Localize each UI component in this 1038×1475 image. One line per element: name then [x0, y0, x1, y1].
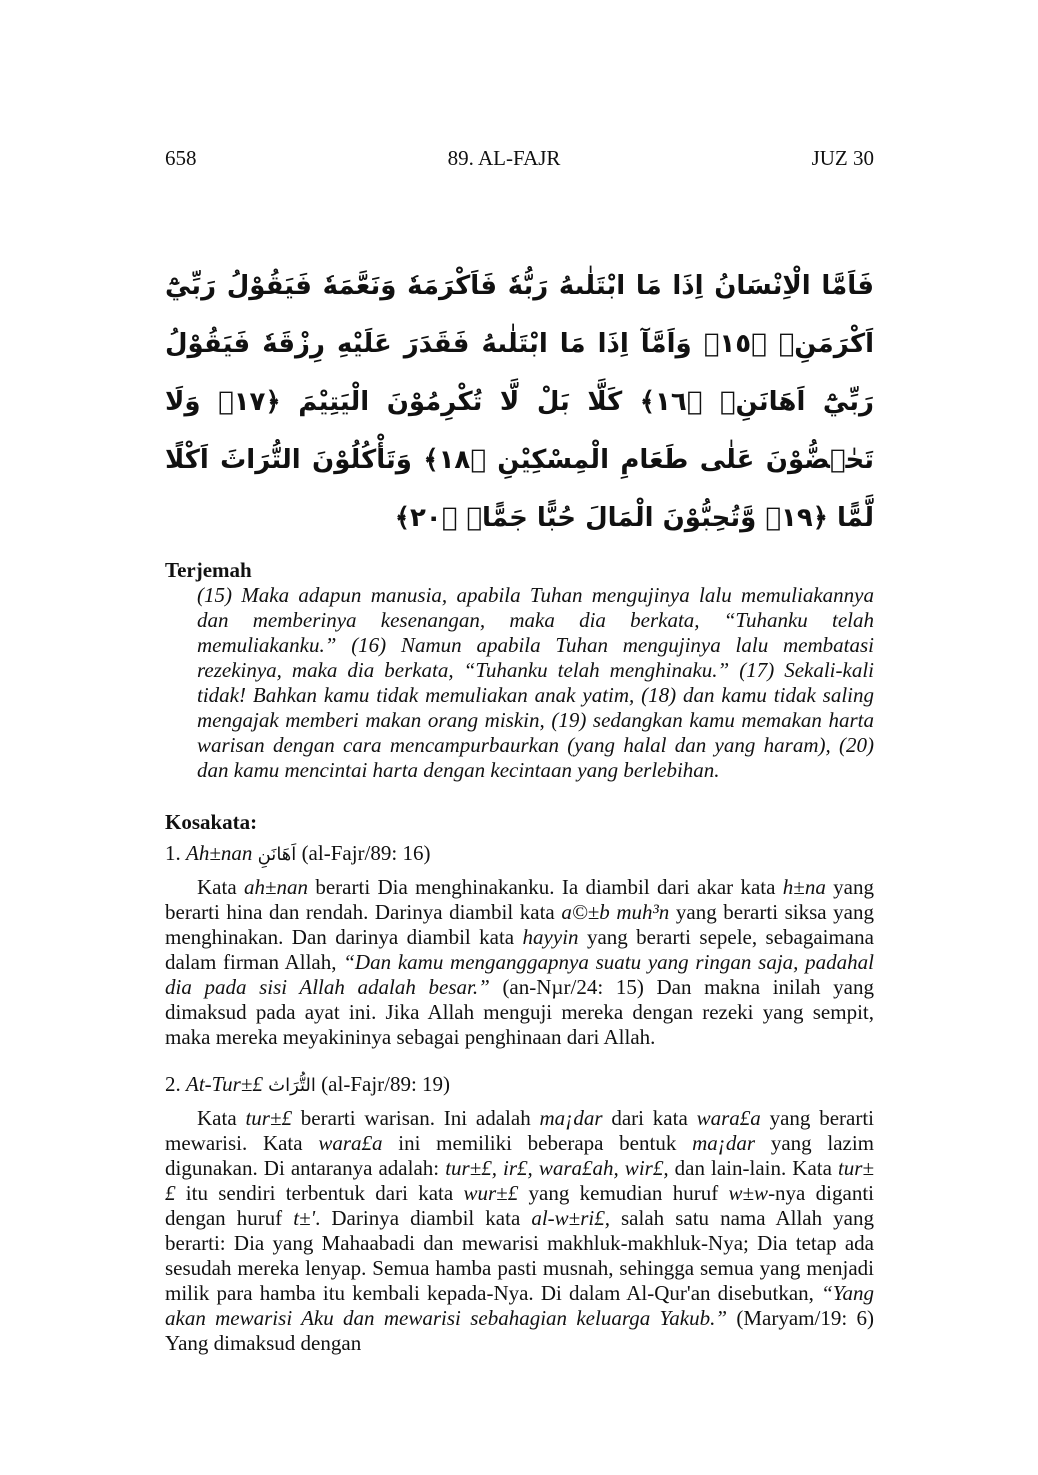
text-segment: . Darinya diambil kata — [315, 1206, 532, 1230]
text-segment: salah satu nama Allah yang berarti: Dia yang Mahaabadi dan mewarisi makhluk-makhluk-Nya; Dia tetap ada sesudah mereka lenyap. Semua hamba pasti musnah, sehingga semua yang menjadi milik para hamba itu kembali kepada-Nya. Di dalam Al-Qur'an disebutkan, — [165, 1206, 874, 1305]
kosakata-heading: Kosakata: — [165, 810, 258, 834]
italic-term: wur±£ — [463, 1181, 519, 1205]
text-segment: yang berarti hina dan rendah. Darinya diambil kata — [165, 875, 874, 924]
juz-label: JUZ 30 — [811, 146, 874, 170]
text-segment: Kata — [197, 875, 244, 899]
text-segment: -nya diganti dengan huruf — [165, 1181, 874, 1230]
italic-term: “Dan kamu menganggapnya suatu yang ringan saja, padahal dia pada sisi Allah adalah besar.” — [165, 950, 874, 999]
text-segment: dari kata — [602, 1106, 697, 1130]
vocabulary-entry — [165, 841, 874, 1050]
text-segment: dan lain-lain. Kata — [668, 1156, 838, 1180]
italic-term: ma¡dar — [692, 1131, 756, 1155]
italic-term: ah±nan — [243, 875, 309, 899]
verse-reference: (al-Fajr/89: 16) — [301, 841, 431, 865]
vocabulary-term-line — [165, 841, 874, 867]
term-arabic: التُّرَاث — [268, 1075, 316, 1096]
vocabulary-list — [165, 841, 874, 1356]
text-segment: (Maryam/19: 6) Yang dimaksud dengan — [165, 1306, 875, 1355]
entry-number: 1. — [165, 841, 181, 865]
italic-term: a©±b muh³n — [561, 900, 670, 924]
italic-term: t±' — [293, 1206, 316, 1230]
main-text — [165, 557, 874, 1356]
text-segment: ini memiliki beberapa bentuk — [382, 1131, 693, 1155]
page-number: 658 — [165, 146, 197, 170]
term-transliteration: At-Tur±£ — [186, 1072, 263, 1096]
term-transliteration: Ah±nan — [186, 841, 253, 865]
vocabulary-entry — [165, 1072, 874, 1356]
vocabulary-term-line — [165, 1072, 874, 1098]
running-header — [165, 146, 874, 171]
italic-term: wara£a — [318, 1131, 383, 1155]
italic-term: tur±£ — [245, 1106, 292, 1130]
text-segment: yang kemudian huruf — [518, 1181, 729, 1205]
italic-term: ma¡dar — [539, 1106, 603, 1130]
text-segment: berarti warisan. Ini adalah — [292, 1106, 540, 1130]
entry-explanation — [165, 875, 874, 1050]
translation-text: (15) Maka adapun manusia, apabila Tuhan mengujinya lalu memuliakannya dan memberinya kesenangan, maka dia berkata, “Tuhanku telah memuliakanku.” (16) Namun apabila Tuhan mengujinya lalu membatasi rezekinya, maka dia berkata, “Tuhanku telah menghinaku.” (17) Sekali-kali tidak! Bahkan kamu tidak memuliakan anak yatim, (18) dan kamu tidak saling mengajak memberi makan orang miskin, (19) sedangkan kamu memakan harta warisan dengan cara mencampurbaurkan (yang halal dan yang haram), (20) dan kamu mencintai harta dengan kecintaan yang berlebihan. — [197, 583, 874, 782]
italic-term: h±na — [782, 875, 826, 899]
text-segment: yang berarti siksa yang menghinakan. Dan darinya diambil kata — [165, 900, 874, 949]
italic-term: al-w±ri£, — [531, 1206, 610, 1230]
text-segment: Kata — [197, 1106, 246, 1130]
italic-term: wara£a — [696, 1106, 761, 1130]
text-segment: yang berarti mewarisi. Kata — [165, 1106, 874, 1155]
italic-term: hayyin — [522, 925, 579, 949]
verse-reference: (al-Fajr/89: 19) — [321, 1072, 451, 1096]
italic-term: tur±£ — [165, 1156, 875, 1205]
text-segment: yang lazim digunakan. Di antaranya adalah: — [165, 1131, 875, 1180]
italic-term: tur±£, ir£, wara£ah, wir£, — [445, 1156, 669, 1180]
terjemah-heading: Terjemah — [165, 558, 252, 582]
entry-number: 2. — [165, 1072, 181, 1096]
page — [165, 0, 874, 1356]
text-segment: yang berarti sepele, sebagaimana dalam firman Allah, — [165, 925, 874, 974]
arabic-verses: فَاَمَّا الْاِنْسَانُ اِذَا مَا ابْتَلٰىهُ رَبُّهٗ فَاَكْرَمَهٗ وَنَعَّمَهٗ فَيَقُوْلُ رَبِّيْٓ اَكْرَمَنِۗ ﴿١٥﴾ وَاَمَّآ اِذَا مَا ابْتَلٰىهُ فَقَدَرَ عَلَيْهِ رِزْقَهٗ فَيَقُوْلُ رَبِّيْٓ اَهَانَنِۚ ﴿١٦﴾ كَلَّا بَلْ لَّا تُكْرِمُوْنَ الْيَتِيْمَ ﴿١٧﴾ وَلَا تَحٰۤضُّوْنَ عَلٰى طَعَامِ الْمِسْكِيْنِ ﴿١٨﴾ وَتَأْكُلُوْنَ التُّرَاثَ اَكْلًا لَّمًّا ﴿١٩﴾ وَّتُحِبُّوْنَ الْمَالَ حُبًّا جَمًّاۗ ﴿٢٠﴾ — [165, 271, 874, 533]
text-segment: (an-Nµr/24: 15) Dan makna inilah yang dimaksud pada ayat ini. Jika Allah menguji mereka dengan rezeki yang sempit, maka mereka meyakininya sebagai penghinaan dari Allah. — [165, 975, 874, 1049]
term-arabic: اَهَانَنِ — [257, 844, 297, 865]
text-segment: itu sendiri terbentuk dari kata — [175, 1181, 464, 1205]
chapter-title: 89. AL-FAJR — [447, 146, 561, 170]
entry-explanation — [165, 1106, 874, 1356]
italic-term: “Yang akan mewarisi Aku dan mewarisi sebahagian keluarga Yakub.” — [165, 1281, 874, 1330]
text-segment: berarti Dia menghinakanku. Ia diambil dari akar kata — [308, 875, 783, 899]
italic-term: w±w — [728, 1181, 769, 1205]
